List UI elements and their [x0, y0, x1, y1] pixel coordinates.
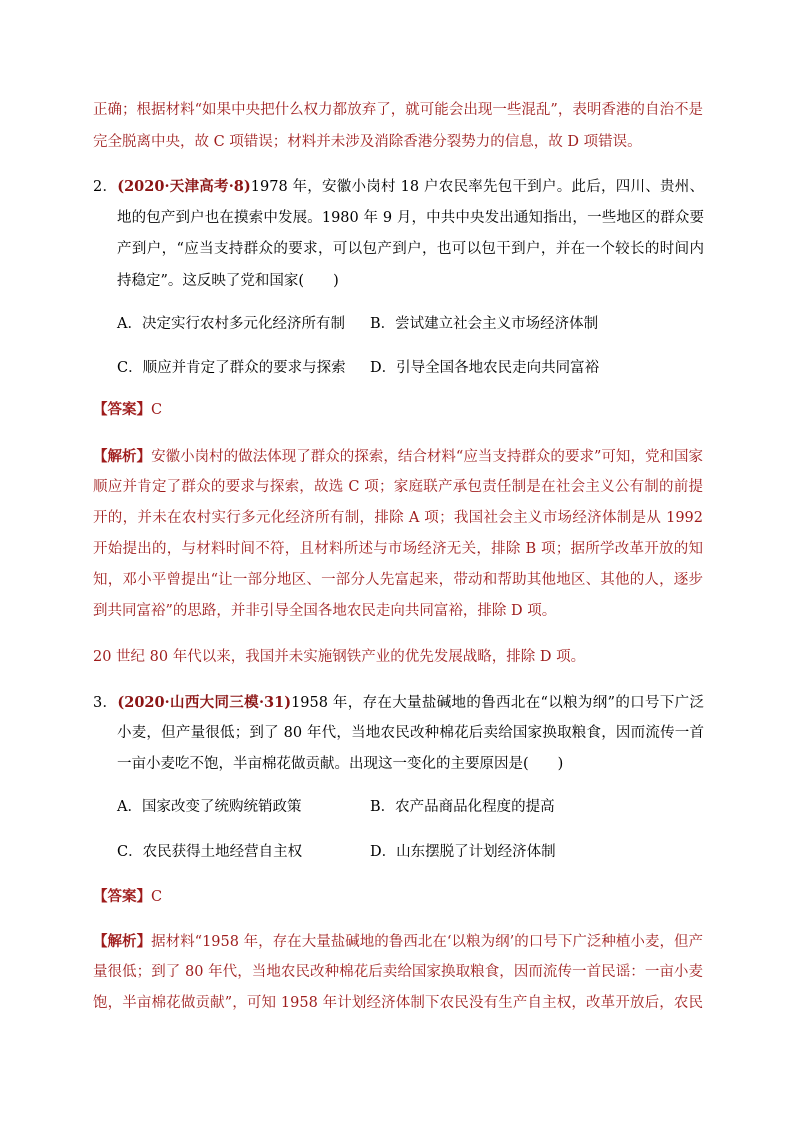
question-2-answer — [93, 394, 162, 425]
analysis-first-line — [93, 441, 703, 472]
question-source: (2020·山西大同三模·31) — [117, 694, 292, 711]
analysis-line: 量很低；到了 80 年代，当地农民改种棉花后卖给国家换取粮食，因而流传一首民谣：一亩小麦 — [93, 964, 703, 980]
analysis-line: 到共同富裕”的思路，并非引导全国各地农民走向共同富裕，排除 D 项。 — [93, 603, 557, 619]
note-paragraph — [93, 642, 703, 673]
question-3-option-c: C．农民获得土地经营自主权 — [117, 844, 303, 860]
analysis-line: 饱，半亩棉花做贡献”，可知 1958 年计划经济体制下农民没有生产自主权，改革开放后，农民 — [93, 995, 703, 1011]
answer-label: 【答案】 — [93, 888, 151, 905]
question-2-option-c: C．顺应并肯定了群众的要求与探索 — [117, 360, 346, 376]
analysis-text: 据材料“1958 年，存在大量盐碱地的鲁西北在‘以粮为纲’的口号下广泛种植小麦，但产 — [151, 934, 703, 950]
analysis-text: 安徽小岗村的做法体现了群众的探索，结合材料“应当支持群众的要求”可知，党和国家 — [151, 449, 703, 465]
answer-label: 【答案】 — [93, 401, 151, 418]
analysis-first-line — [93, 926, 703, 957]
question-2-option-a: A．决定实行农村多元化经济所有制 — [117, 316, 345, 332]
question-source: (2020·天津高考·8) — [117, 178, 251, 195]
question-3-answer — [93, 881, 162, 912]
analysis-line: 开始提出的，与材料时间不符，且材料所述与市场经济无关，排除 B 项；据所学改革开放的知 — [93, 541, 703, 557]
question-2-option-b: B．尝试建立社会主义市场经济体制 — [370, 316, 599, 332]
question-2-option-d: D．引导全国各地农民走向共同富裕 — [370, 360, 600, 376]
analysis-line: 开的，并未在农村实行多元化经济所有制，排除 A 项；我国社会主义市场经济体制是从 1992 — [93, 510, 703, 526]
note-line: 20 世纪 80 年代以来，我国并未实施钢铁产业的优先发展战略，排除 D 项。 — [93, 649, 586, 665]
analysis-line: 顺应并肯定了群众的要求与探索，故选 C 项；家庭联产承包责任制是在社会主义公有制的前提 — [93, 479, 703, 495]
question-3-stem — [93, 687, 704, 780]
question-3-first-line — [93, 687, 704, 718]
question-text: 1978 年，安徽小岗村 18 户农民率先包干到户。此后，四川、贵州、 — [250, 179, 704, 195]
question-3-option-b: B．农产品商品化程度的提高 — [370, 799, 555, 815]
intro-paragraph — [93, 94, 703, 158]
question-line: 产到户，“应当支持群众的要求，可以包产到户，也可以包干到户，并在一个较长的时间内 — [117, 241, 704, 257]
question-line: 持稳定”。这反映了党和国家( ) — [117, 272, 339, 289]
question-2-stem — [93, 171, 704, 297]
question-2-analysis — [93, 441, 703, 627]
intro-line: 完全脱离中央，故 C 项错误；材料并未涉及消除香港分裂势力的信息，故 D 项错误。 — [93, 134, 642, 150]
question-3-option-d: D．山东摆脱了计划经济体制 — [370, 844, 556, 860]
question-3-option-a: A．国家改变了统购统销政策 — [117, 799, 302, 815]
question-number: 2． — [93, 179, 118, 195]
analysis-label: 【解析】 — [93, 933, 152, 950]
question-number: 3． — [93, 695, 118, 711]
analysis-label: 【解析】 — [93, 448, 152, 465]
answer-value: C — [151, 889, 163, 905]
question-line: 一亩小麦吃不饱，半亩棉花做贡献。出现这一变化的主要原因是( ) — [117, 756, 564, 772]
question-text: 1958 年，存在大量盐碱地的鲁西北在“以粮为纲”的口号下广泛 — [291, 695, 704, 711]
intro-line: 正确；根据材料“如果中央把什么权力都放弃了，就可能会出现一些混乱”，表明香港的自治不是 — [93, 102, 703, 118]
question-3-analysis — [93, 926, 703, 1019]
analysis-line: 知，邓小平曾提出“让一部分地区、一部分人先富起来，带动和帮助其他地区、其他的人，逐步 — [93, 572, 703, 588]
question-2-first-line — [93, 171, 704, 203]
question-line: 地的包产到户也在摸索中发展。1980 年 9 月，中共中央发出通知指出，一些地区的群众要 — [117, 209, 704, 226]
question-line: 小麦，但产量很低；到了 80 年代，当地农民改种棉花后卖给国家换取粮食，因而流传一首 — [117, 725, 704, 741]
answer-value: C — [151, 402, 163, 418]
